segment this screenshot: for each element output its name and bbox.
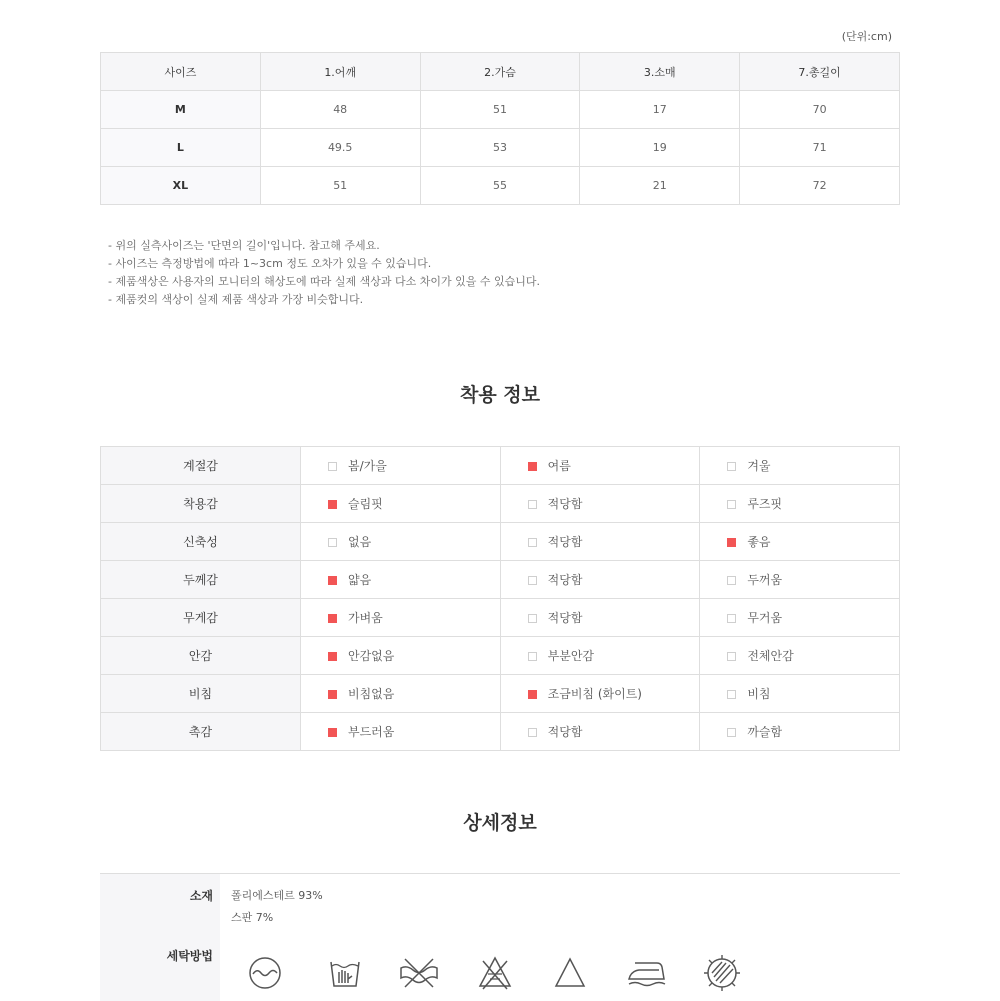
material-label: 소재 xyxy=(189,889,213,903)
fit-option-label: 부드러움 xyxy=(348,725,395,739)
fit-option xyxy=(700,523,900,561)
bleach-allowed-icon xyxy=(550,953,590,993)
fit-option-label: 적당함 xyxy=(547,573,583,587)
hand-wash-icon xyxy=(325,953,365,993)
checked-box-icon xyxy=(528,462,537,471)
fit-row xyxy=(101,713,900,751)
value-cell: 55 xyxy=(420,167,580,205)
fit-option-label: 안감없음 xyxy=(348,649,395,663)
fit-row-label: 안감 xyxy=(101,637,301,675)
fit-option-label: 비침없음 xyxy=(348,687,395,701)
fit-row xyxy=(101,675,900,713)
fit-option-label: 적당함 xyxy=(547,535,583,549)
fit-row-label: 착용감 xyxy=(101,485,301,523)
fit-option xyxy=(500,485,700,523)
unchecked-box-icon xyxy=(528,500,537,509)
fit-option xyxy=(301,675,501,713)
machine-wash-icon xyxy=(245,953,285,993)
value-cell: 17 xyxy=(580,91,740,129)
unchecked-box-icon xyxy=(528,614,537,623)
chest-header: 2.가슴 xyxy=(420,53,580,91)
unchecked-box-icon xyxy=(727,462,736,471)
no-wring-icon xyxy=(397,953,441,993)
wash-label: 세탁방법 xyxy=(166,949,213,963)
fit-option xyxy=(700,561,900,599)
value-cell: 48 xyxy=(260,91,420,129)
unchecked-box-icon xyxy=(727,614,736,623)
unchecked-box-icon xyxy=(727,728,736,737)
table-row xyxy=(101,91,900,129)
value-cell: 53 xyxy=(420,129,580,167)
size-cell: XL xyxy=(101,167,261,205)
fit-row xyxy=(101,485,900,523)
fit-option-label: 좋음 xyxy=(747,535,771,549)
fit-option xyxy=(500,447,700,485)
fit-option-label: 겨울 xyxy=(747,459,771,473)
material-line: 폴리에스테르 93% xyxy=(231,889,323,902)
fit-option-label: 두꺼움 xyxy=(747,573,783,587)
fit-option xyxy=(301,523,501,561)
fit-option-label: 비침 xyxy=(747,687,771,701)
value-cell: 51 xyxy=(260,167,420,205)
fit-option-label: 조금비침 (화이트) xyxy=(547,687,642,701)
unchecked-box-icon xyxy=(328,462,337,471)
fit-option xyxy=(500,675,700,713)
fit-option-label: 얇음 xyxy=(348,573,372,587)
fit-info-table xyxy=(100,446,900,751)
fit-option xyxy=(301,561,501,599)
fit-option-label: 무거움 xyxy=(747,611,783,625)
details-title: 상세정보 xyxy=(463,812,537,834)
note-line: - 제품색상은 사용자의 모니터의 해상도에 따라 실제 색상과 다소 차이가 있을 수 있습니다. xyxy=(108,275,540,288)
fit-option-label: 부분안감 xyxy=(547,649,595,663)
unchecked-box-icon xyxy=(528,728,537,737)
checked-box-icon xyxy=(528,690,537,699)
fit-option-label: 적당함 xyxy=(547,725,583,739)
fit-option xyxy=(700,675,900,713)
unchecked-box-icon xyxy=(727,500,736,509)
fit-option xyxy=(700,447,900,485)
checked-box-icon xyxy=(328,614,337,623)
table-row xyxy=(101,129,900,167)
checked-box-icon xyxy=(328,690,337,699)
fit-option-label: 여름 xyxy=(547,459,571,473)
fit-option-label: 적당함 xyxy=(547,611,583,625)
value-cell: 70 xyxy=(740,91,900,129)
fit-row-label: 비침 xyxy=(101,675,301,713)
checked-box-icon xyxy=(727,538,736,547)
unchecked-box-icon xyxy=(528,652,537,661)
checked-box-icon xyxy=(328,728,337,737)
fit-option xyxy=(500,561,700,599)
unchecked-box-icon xyxy=(528,576,537,585)
fit-option xyxy=(301,447,501,485)
fit-row-label: 계절감 xyxy=(101,447,301,485)
checked-box-icon xyxy=(328,576,337,585)
fit-option xyxy=(301,485,501,523)
unchecked-box-icon xyxy=(727,652,736,661)
note-line: - 제품컷의 색상이 실제 제품 색상과 가장 비슷합니다. xyxy=(108,293,364,306)
length-header: 7.총길이 xyxy=(740,53,900,91)
fit-option xyxy=(301,713,501,751)
fit-option-label: 없음 xyxy=(348,535,372,549)
value-cell: 19 xyxy=(580,129,740,167)
size-header: 사이즈 xyxy=(101,53,261,91)
fit-option xyxy=(500,523,700,561)
material-line: 스판 7% xyxy=(231,911,274,924)
fit-option-label: 루즈핏 xyxy=(747,497,783,511)
value-cell: 51 xyxy=(420,91,580,129)
fit-row-label: 무게감 xyxy=(101,599,301,637)
fit-option-label: 가벼움 xyxy=(348,611,383,625)
value-cell: 72 xyxy=(740,167,900,205)
fit-option xyxy=(700,485,900,523)
size-table-header-row xyxy=(101,53,900,91)
unchecked-box-icon xyxy=(727,690,736,699)
fit-option-label: 전체안감 xyxy=(747,649,794,663)
unchecked-box-icon xyxy=(727,576,736,585)
fit-option xyxy=(700,599,900,637)
sleeve-header: 3.소매 xyxy=(580,53,740,91)
fit-option xyxy=(500,637,700,675)
fit-option xyxy=(700,713,900,751)
size-table xyxy=(100,52,900,205)
fit-row xyxy=(101,523,900,561)
fit-option-label: 까슬함 xyxy=(747,725,783,739)
fit-info-title: 착용 정보 xyxy=(459,384,541,406)
note-line: - 사이즈는 측정방법에 따라 1~3cm 정도 오차가 있을 수 있습니다. xyxy=(108,257,432,270)
fit-row xyxy=(101,447,900,485)
size-cell: L xyxy=(101,129,261,167)
size-notes xyxy=(108,237,540,309)
unit-label: (단위:cm) xyxy=(841,30,892,43)
dry-icon xyxy=(702,953,742,993)
fit-option xyxy=(301,637,501,675)
note-line: - 위의 실측사이즈는 '단면의 길이'입니다. 참고해 주세요. xyxy=(108,239,380,252)
fit-row-label: 두께감 xyxy=(101,561,301,599)
fit-row-label: 신축성 xyxy=(101,523,301,561)
fit-row xyxy=(101,637,900,675)
checked-box-icon xyxy=(328,500,337,509)
unchecked-box-icon xyxy=(328,538,337,547)
fit-option xyxy=(500,599,700,637)
fit-row xyxy=(101,599,900,637)
fit-option-label: 봄/가을 xyxy=(348,459,387,473)
fit-row xyxy=(101,561,900,599)
fit-option-label: 슬림핏 xyxy=(348,497,383,511)
fit-option xyxy=(301,599,501,637)
fit-row-label: 촉감 xyxy=(101,713,301,751)
fit-option xyxy=(700,637,900,675)
value-cell: 21 xyxy=(580,167,740,205)
size-cell: M xyxy=(101,91,261,129)
shoulder-header: 1.어깨 xyxy=(260,53,420,91)
value-cell: 49.5 xyxy=(260,129,420,167)
no-bleach-icon xyxy=(475,953,515,993)
iron-icon xyxy=(625,953,669,993)
value-cell: 71 xyxy=(740,129,900,167)
checked-box-icon xyxy=(328,652,337,661)
fit-option-label: 적당함 xyxy=(547,497,583,511)
unchecked-box-icon xyxy=(528,538,537,547)
fit-option xyxy=(500,713,700,751)
table-row xyxy=(101,167,900,205)
